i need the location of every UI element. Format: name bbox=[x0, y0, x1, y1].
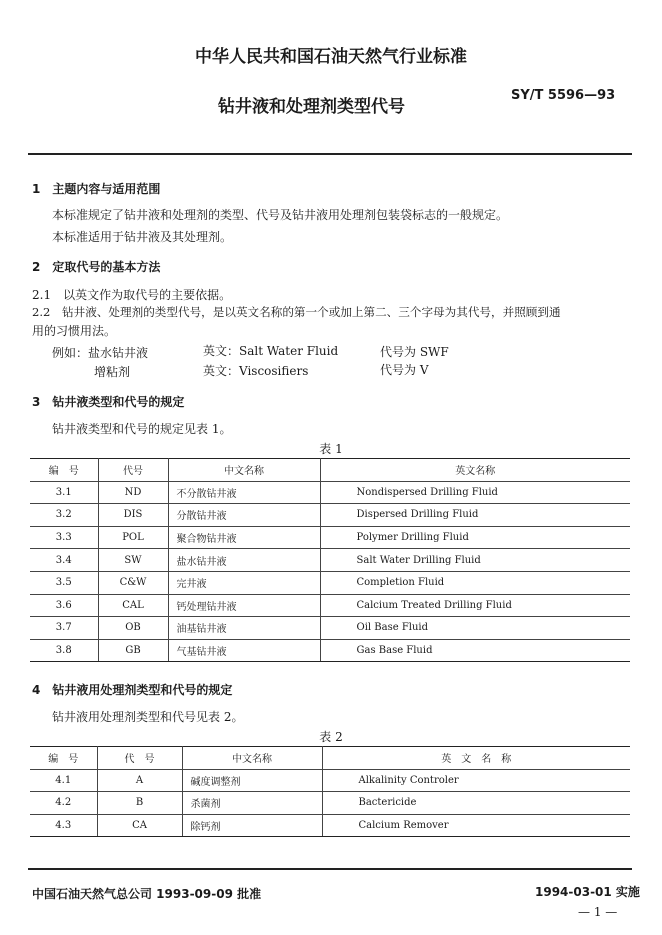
table-cell: Calcium Treated Drilling Fluid bbox=[320, 594, 630, 617]
table-cell: Oil Base Fluid bbox=[320, 617, 630, 640]
table-2-row bbox=[30, 792, 630, 815]
table-2-caption: 表 2 bbox=[319, 730, 343, 744]
table-cell: Bactericide bbox=[322, 792, 630, 815]
table-2 bbox=[30, 746, 630, 837]
table-cell: A bbox=[97, 769, 182, 792]
table-cell: 碱度调整剂 bbox=[182, 769, 322, 792]
table-1-row bbox=[30, 481, 630, 504]
table-cell: 3.5 bbox=[30, 571, 98, 594]
standard-code: SY/T 5596—93 bbox=[511, 88, 616, 103]
table-2-header-row bbox=[30, 747, 630, 770]
table-1-row bbox=[30, 526, 630, 549]
example-1-chinese: 例如：盐水钻井液 bbox=[52, 346, 149, 360]
example-2-english: 英文：Viscosifiers bbox=[203, 364, 309, 378]
section-4-heading: 4 钻井液用处理剂类型和代号的规定 bbox=[32, 683, 233, 697]
table-cell: C&W bbox=[98, 571, 168, 594]
table-1-row bbox=[30, 549, 630, 572]
table-2-header-cell: 代 号 bbox=[97, 747, 182, 770]
clause-2-2-line-2: 用的习惯用法。 bbox=[32, 324, 117, 338]
table-cell: 3.7 bbox=[30, 617, 98, 640]
table-cell: GB bbox=[98, 639, 168, 662]
table-cell: CA bbox=[97, 814, 182, 837]
table-cell: 盐水钻井液 bbox=[168, 549, 320, 572]
section-4-intro: 钻井液用处理剂类型和代号见表 2。 bbox=[52, 710, 244, 724]
table-cell: Gas Base Fluid bbox=[320, 639, 630, 662]
table-1-header-row bbox=[30, 459, 630, 482]
table-cell: Polymer Drilling Fluid bbox=[320, 526, 630, 549]
clause-2-1: 2.1 以英文作为取代号的主要依据。 bbox=[32, 288, 232, 302]
table-cell: CAL bbox=[98, 594, 168, 617]
table-cell: 4.1 bbox=[30, 769, 97, 792]
section-1-para-2: 本标准适用于钻井液及其处理剂。 bbox=[52, 230, 233, 244]
table-cell: POL bbox=[98, 526, 168, 549]
table-2-header-cell: 编 号 bbox=[30, 747, 97, 770]
table-cell: 3.2 bbox=[30, 504, 98, 527]
table-cell: 气基钻井液 bbox=[168, 639, 320, 662]
table-1-header-cell: 中文名称 bbox=[168, 459, 320, 482]
table-cell: Salt Water Drilling Fluid bbox=[320, 549, 630, 572]
table-cell: ND bbox=[98, 481, 168, 504]
table-2-row bbox=[30, 814, 630, 837]
example-1-code: 代号为 SWF bbox=[380, 345, 449, 359]
section-1-heading: 1 主题内容与适用范围 bbox=[32, 182, 161, 196]
table-cell: 油基钻井液 bbox=[168, 617, 320, 640]
doc-title: 钻井液和处理剂类型代号 bbox=[218, 97, 405, 117]
table-cell: 3.4 bbox=[30, 549, 98, 572]
table-cell: B bbox=[97, 792, 182, 815]
table-cell: 除钙剂 bbox=[182, 814, 322, 837]
example-1-english: 英文：Salt Water Fluid bbox=[203, 344, 339, 358]
table-cell: 3.3 bbox=[30, 526, 98, 549]
example-2-code: 代号为 V bbox=[380, 363, 429, 377]
table-cell: 聚合物钻井液 bbox=[168, 526, 320, 549]
table-1 bbox=[30, 458, 630, 662]
header-divider bbox=[28, 153, 632, 155]
table-1-row bbox=[30, 571, 630, 594]
example-2-chinese: 增粘剂 bbox=[94, 365, 131, 379]
table-cell: 4.2 bbox=[30, 792, 97, 815]
table-cell: 钙处理钻井液 bbox=[168, 594, 320, 617]
table-1-row bbox=[30, 617, 630, 640]
table-1-row bbox=[30, 639, 630, 662]
footer-divider bbox=[28, 868, 632, 870]
table-2-row bbox=[30, 769, 630, 792]
section-1-para-1: 本标准规定了钻井液和处理剂的类型、代号及钻井液用处理剂包装袋标志的一般规定。 bbox=[52, 208, 509, 222]
section-3-intro: 钻井液类型和代号的规定见表 1。 bbox=[52, 422, 232, 436]
clause-2-2-line-1: 2.2 钻井液、处理剂的类型代号，是以英文名称的第一个或加上第二、三个字母为其代号，并照顾到通 bbox=[32, 305, 561, 319]
table-cell: 分散钻井液 bbox=[168, 504, 320, 527]
org-title: 中华人民共和国石油天然气行业标准 bbox=[195, 47, 467, 67]
table-cell: Alkalinity Controler bbox=[322, 769, 630, 792]
table-cell: Nondispersed Drilling Fluid bbox=[320, 481, 630, 504]
table-cell: DIS bbox=[98, 504, 168, 527]
table-cell: Completion Fluid bbox=[320, 571, 630, 594]
table-1-header-cell: 编 号 bbox=[30, 459, 98, 482]
table-2-header-cell: 英 文 名 称 bbox=[322, 747, 630, 770]
table-cell: 4.3 bbox=[30, 814, 97, 837]
table-cell: Calcium Remover bbox=[322, 814, 630, 837]
table-cell: SW bbox=[98, 549, 168, 572]
table-2-header-cell: 中文名称 bbox=[182, 747, 322, 770]
table-cell: 不分散钻井液 bbox=[168, 481, 320, 504]
section-2-heading: 2 定取代号的基本方法 bbox=[32, 260, 161, 274]
table-cell: Dispersed Drilling Fluid bbox=[320, 504, 630, 527]
table-1-header-cell: 代号 bbox=[98, 459, 168, 482]
table-cell: 杀菌剂 bbox=[182, 792, 322, 815]
table-1-caption: 表 1 bbox=[319, 442, 343, 456]
table-cell: 3.6 bbox=[30, 594, 98, 617]
effective-date: 1994-03-01 实施 bbox=[535, 885, 640, 899]
page-number: — 1 — bbox=[578, 905, 618, 919]
section-3-heading: 3 钻井液类型和代号的规定 bbox=[32, 395, 185, 409]
table-cell: 完井液 bbox=[168, 571, 320, 594]
table-1-row bbox=[30, 594, 630, 617]
table-cell: 3.1 bbox=[30, 481, 98, 504]
table-1-header-cell: 英文名称 bbox=[320, 459, 630, 482]
approval-line: 中国石油天然气总公司 1993-09-09 批准 bbox=[32, 887, 262, 901]
table-cell: 3.8 bbox=[30, 639, 98, 662]
table-cell: OB bbox=[98, 617, 168, 640]
table-1-row bbox=[30, 504, 630, 527]
